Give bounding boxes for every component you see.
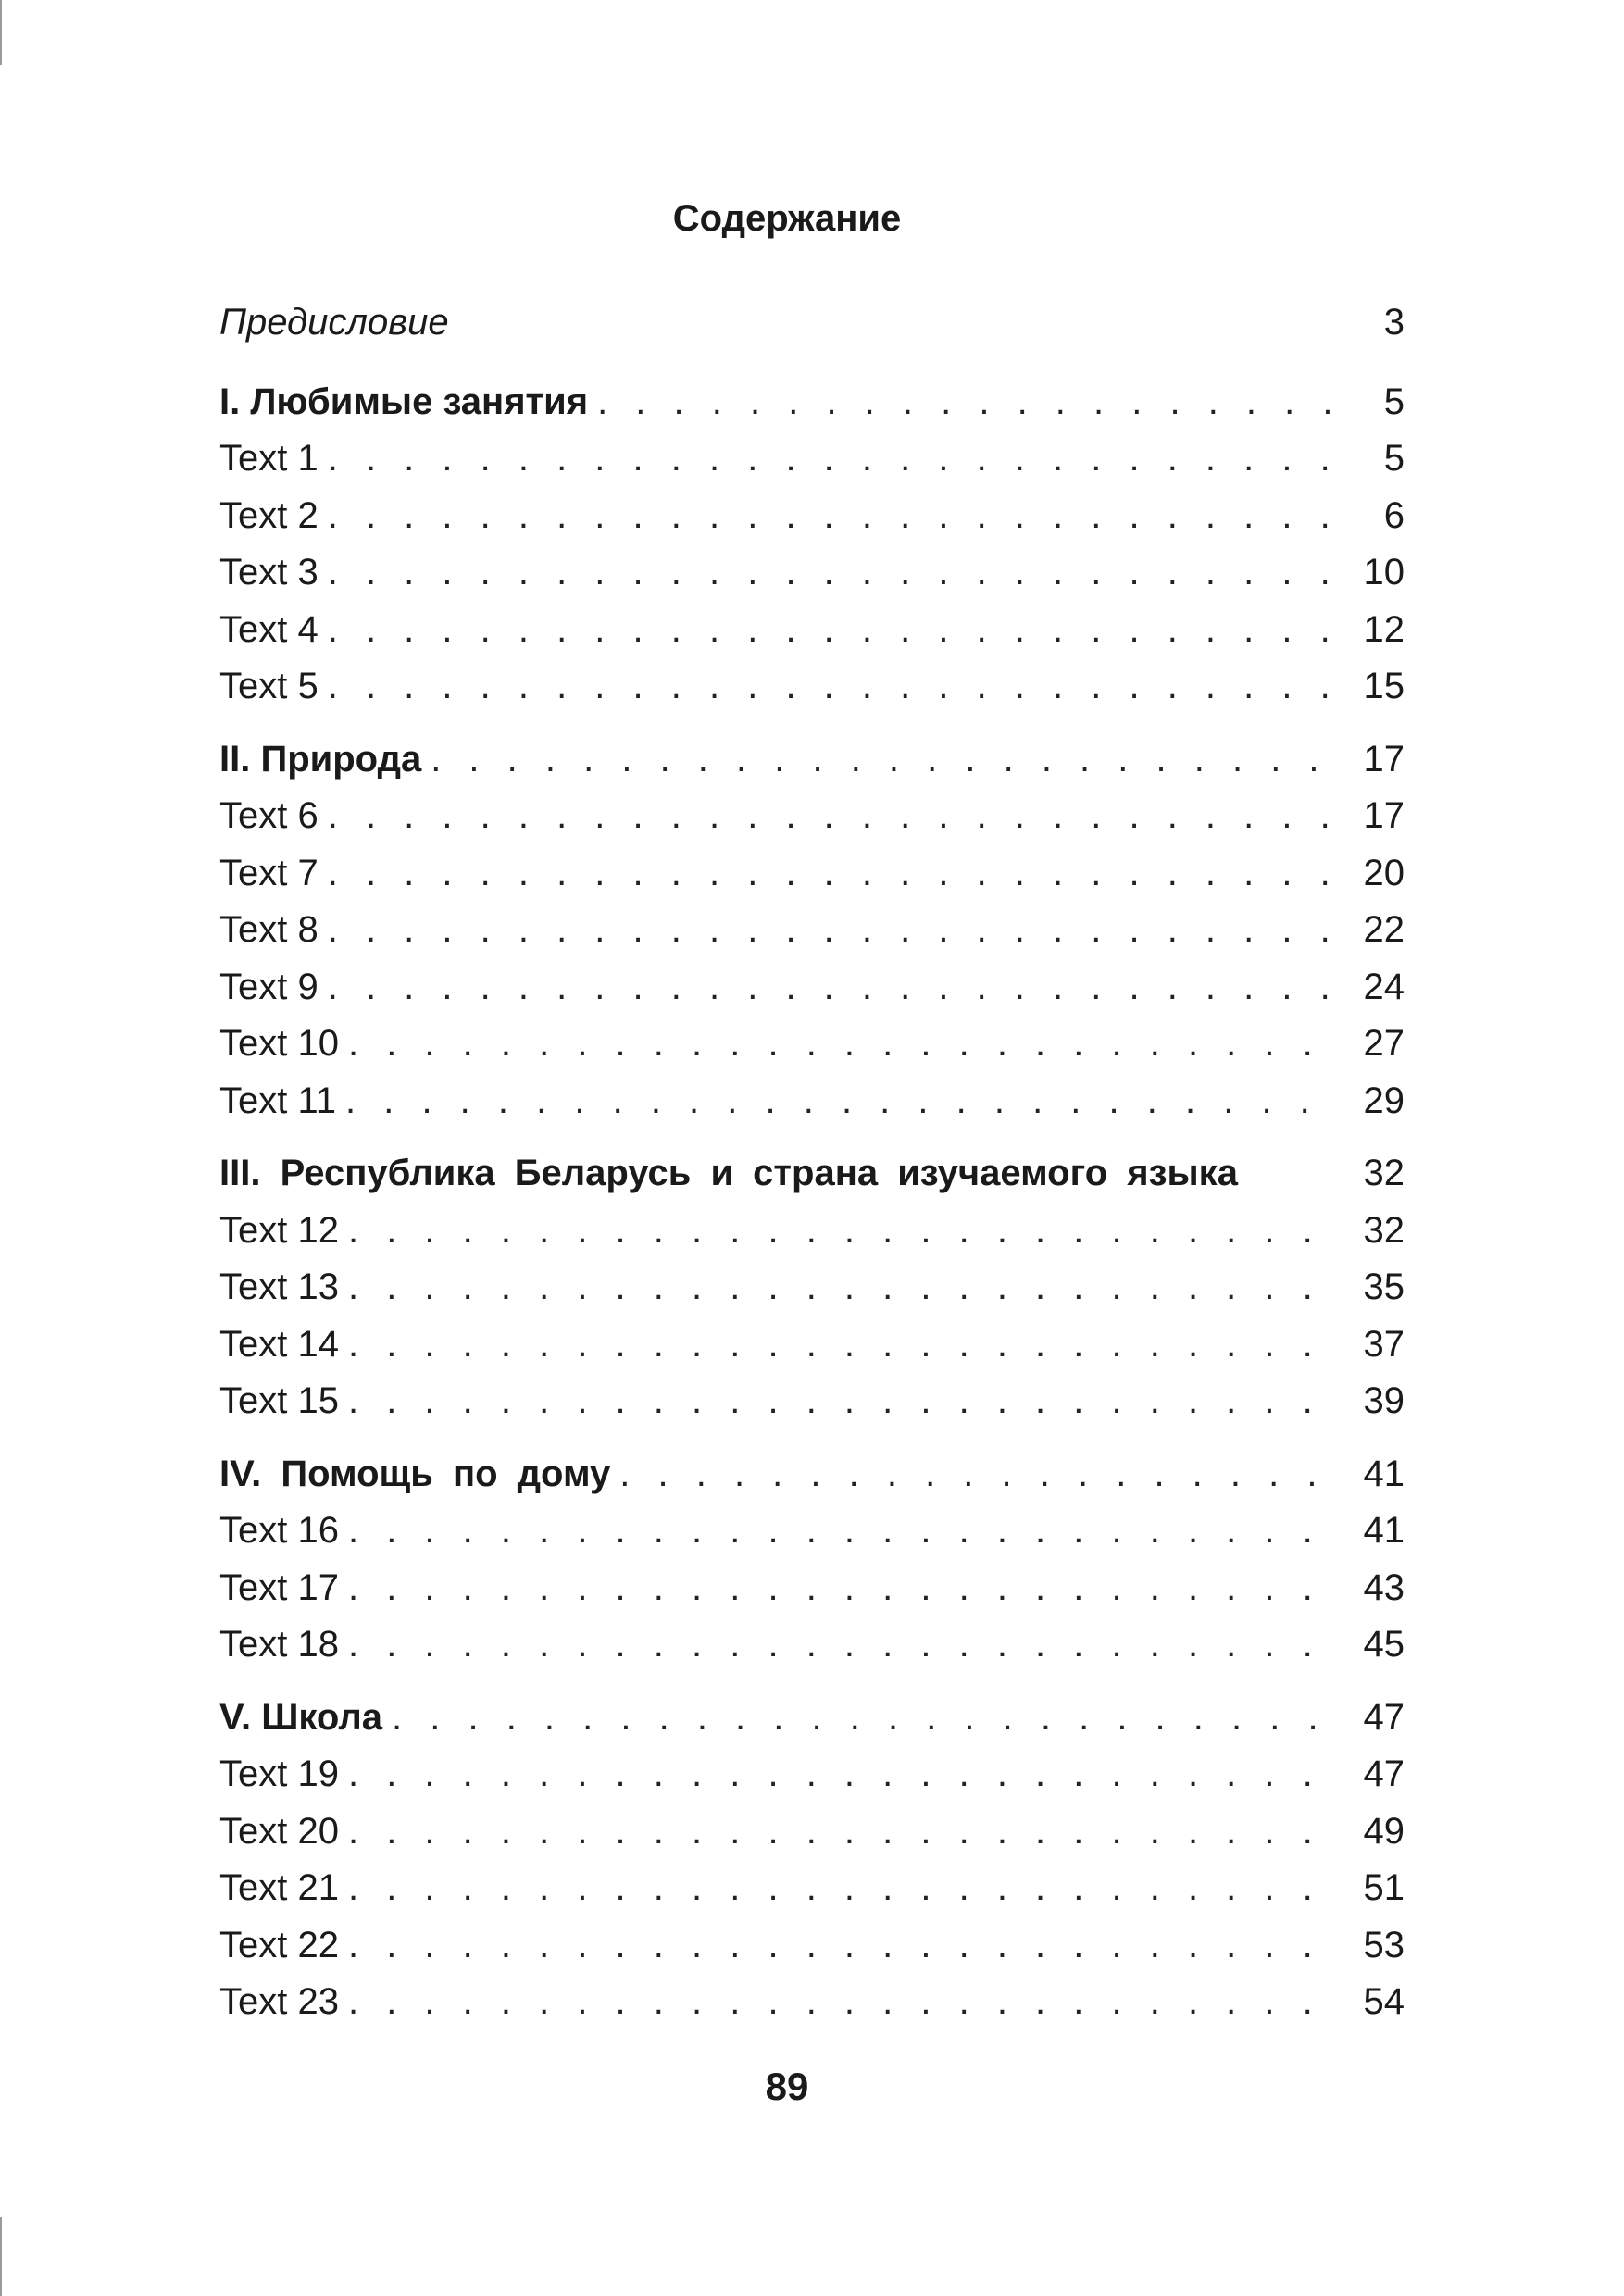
entry-page: 22	[1363, 909, 1405, 950]
section-page: 17	[1363, 738, 1405, 780]
entry-label: Text 9	[219, 966, 319, 1007]
dot-leader	[328, 544, 1338, 602]
dot-leader	[348, 1616, 1338, 1674]
dot-leader	[348, 1803, 1338, 1861]
dot-leader	[345, 1073, 1338, 1130]
dot-leader	[348, 1016, 1338, 1073]
toc-entry[interactable]	[219, 1316, 1405, 1374]
toc-entry[interactable]	[219, 902, 1405, 959]
entry-label: Text 14	[219, 1323, 339, 1365]
entry-page: 47	[1363, 1753, 1405, 1794]
entry-label: Text 15	[219, 1380, 339, 1421]
dot-leader	[348, 1917, 1338, 1975]
toc-entry[interactable]	[219, 544, 1405, 602]
toc-entry[interactable]	[219, 1203, 1405, 1260]
toc-entry[interactable]	[219, 1073, 1405, 1130]
dot-leader	[328, 488, 1338, 545]
toc-entry[interactable]	[219, 788, 1405, 845]
toc-title: Содержание	[672, 198, 902, 239]
crop-mark-bottom	[0, 2217, 2, 2296]
entry-page: 53	[1363, 1924, 1405, 1965]
toc-entry[interactable]	[219, 1860, 1405, 1917]
dot-leader	[619, 1446, 1338, 1504]
entry-page: 5	[1383, 438, 1405, 479]
entry-label: Text 13	[219, 1267, 339, 1307]
entry-page: 51	[1363, 1867, 1405, 1908]
table-of-contents	[219, 294, 1405, 2031]
toc-section-heading[interactable]	[219, 731, 1405, 789]
dot-leader	[348, 1746, 1338, 1803]
toc-entry[interactable]	[219, 1503, 1405, 1560]
toc-entry[interactable]	[219, 1560, 1405, 1617]
entry-label: Text 16	[219, 1510, 339, 1551]
toc-entry[interactable]	[219, 1259, 1405, 1316]
entry-page: 6	[1383, 494, 1405, 536]
toc-entry[interactable]	[219, 658, 1405, 716]
dot-leader	[348, 1373, 1338, 1430]
entry-page: 32	[1363, 1209, 1405, 1251]
entry-label: Text 7	[219, 852, 319, 893]
toc-entry[interactable]	[219, 430, 1405, 488]
entry-page: 20	[1363, 852, 1405, 893]
toc-entry[interactable]	[219, 488, 1405, 545]
dot-leader	[328, 430, 1338, 488]
page-number: 89	[765, 2065, 809, 2108]
section-title: V. Школа	[219, 1696, 383, 1738]
entry-label: Text 19	[219, 1753, 339, 1794]
entry-page: 54	[1363, 1981, 1405, 2022]
dot-leader	[328, 658, 1338, 716]
dot-leader	[348, 1203, 1338, 1260]
toc-entry[interactable]	[219, 959, 1405, 1017]
toc-entry[interactable]	[219, 1016, 1405, 1073]
entry-page: 35	[1363, 1267, 1405, 1307]
toc-preface-label: Предисловие	[219, 302, 449, 343]
dot-leader	[328, 602, 1338, 659]
dot-leader	[348, 1560, 1338, 1617]
entry-page: 24	[1363, 966, 1405, 1007]
dot-leader	[348, 1503, 1338, 1560]
entry-label: Text 18	[219, 1624, 339, 1665]
toc-section-heading[interactable]	[219, 374, 1405, 431]
toc-preface-page: 3	[1383, 302, 1405, 343]
dot-leader	[328, 902, 1338, 959]
entry-page: 39	[1363, 1380, 1405, 1421]
entry-label: Text 4	[219, 608, 319, 650]
toc-section-heading[interactable]	[219, 1446, 1405, 1504]
section-title: I. Любимые занятия	[219, 381, 589, 422]
section-title: II. Природа	[219, 738, 422, 780]
dot-leader	[348, 1259, 1338, 1316]
entry-page: 29	[1363, 1079, 1405, 1121]
section-page: 32	[1363, 1153, 1405, 1193]
toc-entry[interactable]	[219, 602, 1405, 659]
section-title: III. Республика Беларусь и страна изучаемого языка	[219, 1153, 1238, 1193]
toc-preface[interactable]	[219, 294, 1405, 352]
entry-label: Text 17	[219, 1566, 339, 1608]
entry-label: Text 21	[219, 1867, 339, 1908]
dot-leader	[431, 731, 1338, 789]
section-title: IV. Помощь по дому	[219, 1453, 611, 1494]
dot-leader	[597, 374, 1338, 431]
toc-section-heading[interactable]	[219, 1145, 1405, 1203]
entry-page: 17	[1363, 795, 1405, 836]
entry-label: Text 11	[219, 1079, 336, 1121]
dot-leader	[328, 959, 1338, 1017]
toc-entry[interactable]	[219, 1746, 1405, 1803]
entry-label: Text 5	[219, 666, 319, 706]
entry-page: 45	[1363, 1624, 1405, 1665]
entry-label: Text 12	[219, 1209, 339, 1251]
entry-label: Text 6	[219, 795, 319, 836]
entry-page: 10	[1363, 552, 1405, 593]
entry-label: Text 1	[219, 438, 319, 479]
toc-entry[interactable]	[219, 845, 1405, 903]
entry-label: Text 20	[219, 1810, 339, 1852]
entry-page: 43	[1363, 1566, 1405, 1608]
section-page: 41	[1363, 1453, 1405, 1494]
entry-label: Text 3	[219, 552, 319, 593]
dot-leader	[328, 788, 1338, 845]
dot-leader	[392, 1690, 1338, 1747]
toc-entry[interactable]	[219, 1616, 1405, 1674]
entry-label: Text 2	[219, 494, 319, 536]
dot-leader	[348, 1860, 1338, 1917]
toc-entry[interactable]	[219, 1803, 1405, 1861]
entry-label: Text 23	[219, 1981, 339, 2022]
entry-page: 37	[1363, 1323, 1405, 1365]
toc-section-heading[interactable]	[219, 1690, 1405, 1747]
dot-leader	[348, 1316, 1338, 1374]
entry-label: Text 8	[219, 909, 319, 950]
crop-mark-top	[0, 0, 2, 65]
section-page: 5	[1383, 381, 1405, 422]
entry-label: Text 22	[219, 1924, 339, 1965]
entry-page: 49	[1363, 1810, 1405, 1852]
toc-entry[interactable]	[219, 1373, 1405, 1430]
toc-entry[interactable]	[219, 1974, 1405, 2031]
section-page: 47	[1363, 1696, 1405, 1738]
entry-page: 41	[1363, 1510, 1405, 1551]
entry-page: 12	[1363, 608, 1405, 650]
entry-page: 27	[1363, 1023, 1405, 1064]
toc-entry[interactable]	[219, 1917, 1405, 1975]
entry-page: 15	[1363, 666, 1405, 706]
entry-label: Text 10	[219, 1023, 339, 1064]
dot-leader	[348, 1974, 1338, 2031]
dot-leader	[328, 845, 1338, 903]
